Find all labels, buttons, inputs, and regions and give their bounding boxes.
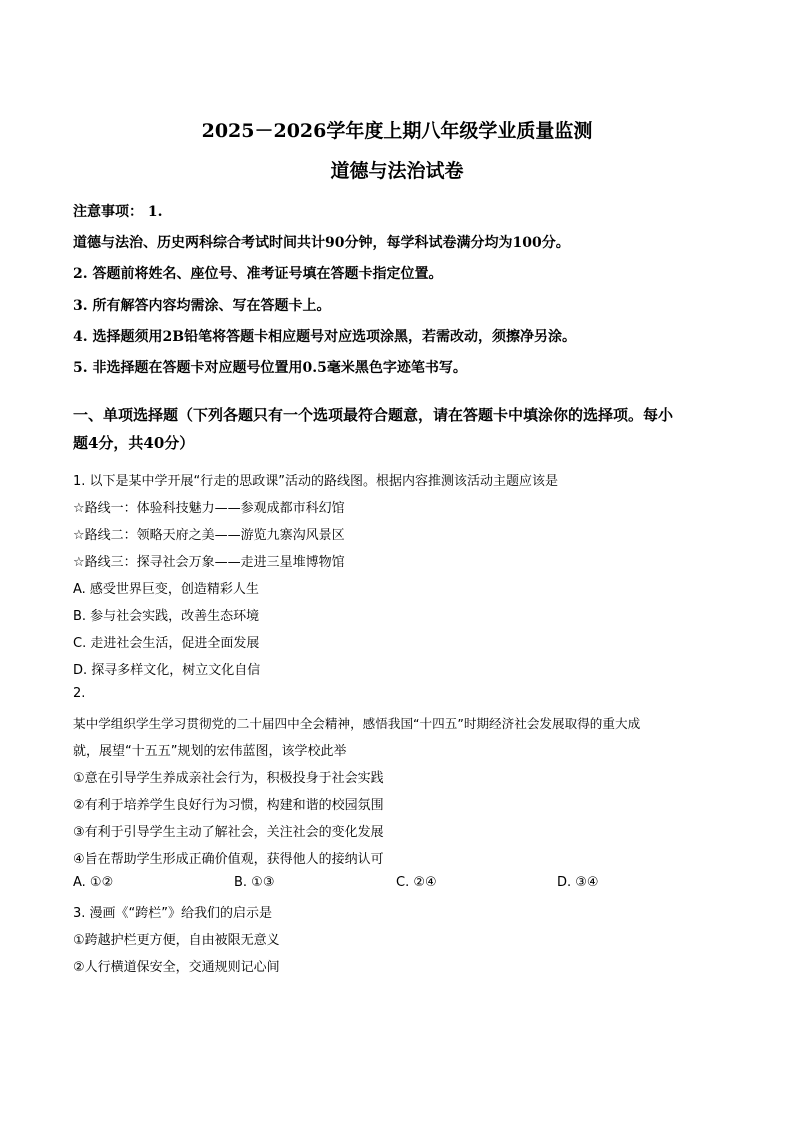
route-line: ☆路线二：领略天府之美——游览九寨沟风景区 bbox=[73, 528, 345, 543]
option-d: D. 探寻多样文化，树立文化自信 bbox=[73, 663, 261, 678]
option-c: C. 走进社会生活，促进全面发展 bbox=[73, 636, 260, 651]
notice-label: 注意事项： 1. bbox=[73, 204, 163, 220]
statement: ①意在引导学生养成亲社会行为，积极投身于社会实践 bbox=[73, 771, 384, 786]
statement: ④旨在帮助学生形成正确价值观，获得他人的接纳认可 bbox=[73, 852, 384, 867]
exam-subtitle: 道德与法治试卷 bbox=[330, 160, 464, 182]
question-stem: 3. 漫画《“跨栏”》给我们的启示是 bbox=[73, 906, 273, 921]
question-stem-cont: 就，展望“十五五”规划的宏伟蓝图，该学校此举 bbox=[73, 744, 347, 759]
question-stem: 1. 以下是某中学开展“行走的思政课”活动的路线图。根据内容推测该活动主题应该是 bbox=[73, 474, 559, 489]
option-d: D. ③④ bbox=[557, 875, 599, 890]
statement: ②有利于培养学生良好行为习惯，构建和谐的校园氛围 bbox=[73, 798, 384, 813]
option-c: C. ②④ bbox=[396, 875, 437, 890]
question-stem: 某中学组织学生学习贯彻党的二十届四中全会精神，感悟我国“十四五”时期经济社会发展取得的重大成 bbox=[73, 716, 641, 731]
notice-item: 道德与法治、历史两科综合考试时间共计90分钟，每学科试卷满分均为100分。 bbox=[73, 235, 570, 251]
option-b: B. ①③ bbox=[234, 875, 275, 890]
option-a: A. 感受世界巨变，创造精彩人生 bbox=[73, 582, 259, 597]
notice-item: 2. 答题前将姓名、座位号、准考证号填在答题卡指定位置。 bbox=[73, 266, 443, 282]
option-b: B. 参与社会实践，改善生态环境 bbox=[73, 609, 260, 624]
section-heading: 一、单项选择题（下列各题只有一个选项最符合题意，请在答题卡中填涂你的选择项。每小 bbox=[73, 406, 674, 424]
notice-item: 5. 非选择题在答题卡对应题号位置用0.5毫米黑色字迹笔书写。 bbox=[73, 360, 467, 376]
statement: ②人行横道保安全，交通规则记心间 bbox=[73, 960, 280, 975]
notice-item: 3. 所有解答内容均需涂、写在答题卡上。 bbox=[73, 298, 331, 314]
question-number: 2. bbox=[73, 686, 86, 701]
statement: ③有利于引导学生主动了解社会，关注社会的变化发展 bbox=[73, 825, 384, 840]
route-line: ☆路线三：探寻社会万象——走进三星堆博物馆 bbox=[73, 555, 345, 570]
route-line: ☆路线一：体验科技魅力——参观成都市科幻馆 bbox=[73, 501, 345, 516]
statement: ①跨越护栏更方便，自由被限无意义 bbox=[73, 933, 280, 948]
section-heading-cont: 题4分，共40分） bbox=[73, 434, 195, 452]
option-a: A. ①② bbox=[73, 875, 114, 890]
exam-title: 2025－2026学年度上期八年级学业质量监测 bbox=[201, 120, 593, 142]
notice-item: 4. 选择题须用2B铅笔将答题卡相应题号对应选项涂黑，若需改动，须擦净另涂。 bbox=[73, 329, 577, 345]
